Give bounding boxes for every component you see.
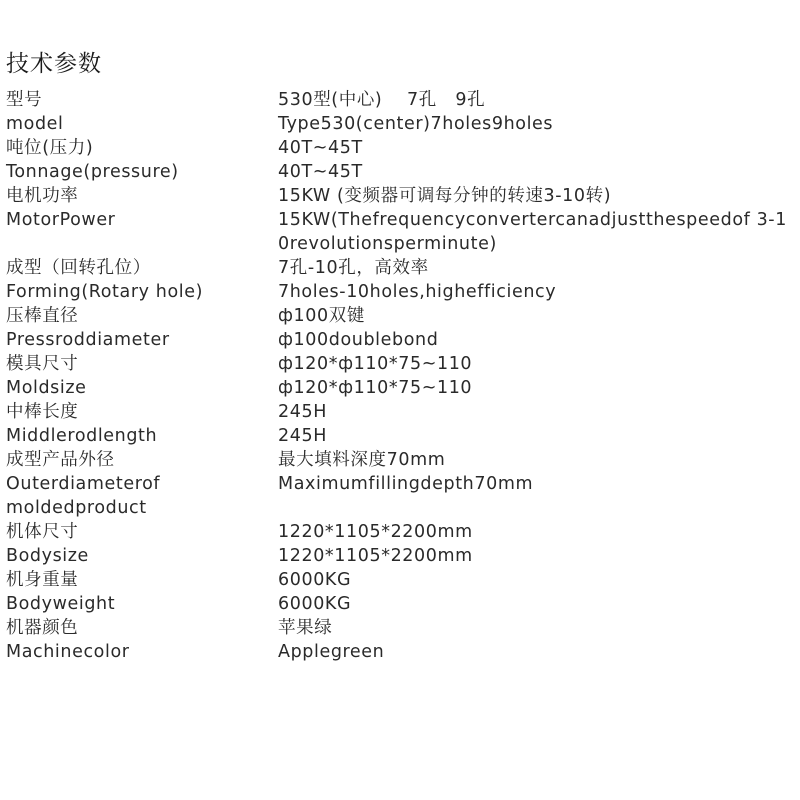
spec-label: Pressroddiameter	[6, 330, 170, 350]
spec-label: Middlerodlength	[6, 426, 158, 446]
spec-value: ф100doublebond	[278, 330, 439, 350]
spec-value: Maximumfillingdepth70mm	[278, 474, 534, 494]
spec-label: model	[6, 114, 64, 134]
spec-value: 1220*1105*2200mm	[278, 546, 473, 566]
spec-label: 中棒长度	[6, 402, 79, 422]
spec-value: 7holes-10holes,highefficiency	[278, 282, 557, 302]
spec-label: 电机功率	[6, 186, 79, 206]
spec-value: ф120*ф110*75~110	[278, 354, 473, 374]
spec-value: Type530(center)7holes9holes	[278, 114, 554, 134]
spec-label: Moldsize	[6, 378, 87, 398]
spec-value: Applegreen	[278, 642, 385, 662]
spec-value: 245H	[278, 426, 327, 446]
spec-label: Bodyweight	[6, 594, 116, 614]
page-title: 技术参数	[6, 51, 102, 77]
spec-value: 15KW(Thefrequencyconvertercanadjustthespeedof 3-10revolutionsperminute)	[278, 210, 787, 254]
spec-value: 40T~45T	[278, 162, 363, 182]
spec-value: ф120*ф110*75~110	[278, 378, 473, 398]
spec-value: 7孔-10孔，高效率	[278, 258, 429, 278]
spec-label: 机器颜色	[6, 618, 79, 638]
spec-value: 530型(中心) 7孔 9孔	[278, 90, 486, 110]
spec-value: ф100双键	[278, 306, 365, 326]
spec-value: 6000KG	[278, 594, 352, 614]
spec-label: MotorPower	[6, 210, 116, 230]
spec-value: 苹果绿	[278, 618, 333, 638]
spec-label: 吨位(压力)	[6, 138, 94, 158]
spec-value: 245H	[278, 402, 327, 422]
spec-label: Machinecolor	[6, 642, 130, 662]
spec-value: 1220*1105*2200mm	[278, 522, 473, 542]
spec-document	[6, 46, 796, 664]
spec-label: Tonnage(pressure)	[6, 162, 179, 182]
spec-label: 型号	[6, 90, 43, 110]
spec-label: Bodysize	[6, 546, 89, 566]
spec-label: 机身重量	[6, 570, 79, 590]
spec-value: 最大填料深度70mm	[278, 450, 446, 470]
spec-label: 成型产品外径	[6, 450, 115, 470]
spec-value: 15KW (变频器可调每分钟的转速3-10转)	[278, 186, 612, 206]
spec-label: 成型（回转孔位）	[6, 258, 151, 278]
spec-label: Forming(Rotary hole)	[6, 282, 204, 302]
spec-table	[6, 88, 796, 664]
spec-value: 40T~45T	[278, 138, 363, 158]
spec-label: 压棒直径	[6, 306, 79, 326]
spec-label: Outerdiameterof moldedproduct	[6, 474, 161, 518]
spec-value: 6000KG	[278, 570, 352, 590]
spec-label: 机体尺寸	[6, 522, 79, 542]
spec-label: 模具尺寸	[6, 354, 79, 374]
